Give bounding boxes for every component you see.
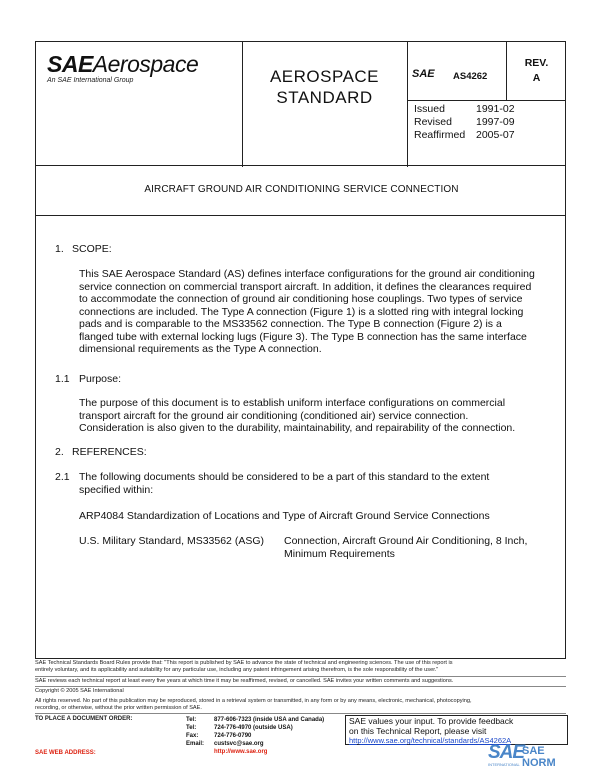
date-row-revised: Revised 1997-09 xyxy=(414,116,515,128)
contact-row: Fax: 724-776-0790 xyxy=(186,733,252,739)
web-address-link[interactable]: http://www.sae.org xyxy=(214,749,268,755)
date-row-issued: Issued 1991-02 xyxy=(414,103,515,115)
footer-review-note: SAE reviews each technical report at least every five years at which time it may be reaffirmed, revised, or cancelled. SAE invites your written comments and suggestions. xyxy=(35,678,454,684)
logo-tagline: An SAE International Group xyxy=(47,77,134,84)
footer-rule xyxy=(35,686,566,687)
section-2-heading: REFERENCES: xyxy=(72,446,147,458)
contact-list xyxy=(186,716,324,756)
revision-value: A xyxy=(532,72,541,84)
reference-ms33562-source: U.S. Military Standard, MS33562 (ASG) xyxy=(79,535,264,547)
revision-label: REV. xyxy=(524,57,549,69)
section-1-heading: SCOPE: xyxy=(72,243,112,255)
sae-aerospace-logo: SAEAerospace xyxy=(47,51,199,77)
references-intro: The following documents should be considered to be a part of this standard to the extent specified within: xyxy=(79,471,490,496)
contact-row: Email: custsvc@sae.org xyxy=(186,741,264,747)
contact-row: Tel: 877-606-7323 (inside USA and Canada) xyxy=(186,717,325,723)
footer-rule xyxy=(35,676,566,677)
header-divider xyxy=(407,42,408,167)
header-divider xyxy=(506,42,507,100)
footer-rule xyxy=(35,713,566,714)
document-header xyxy=(35,41,566,166)
document-title: AIRCRAFT GROUND AIR CONDITIONING SERVICE CONNECTION xyxy=(144,184,459,195)
footer-rule xyxy=(35,658,566,659)
date-row-reaffirmed: Reaffirmed 2005-07 xyxy=(414,129,515,141)
section-2-1-number: 2.1 xyxy=(55,471,70,483)
sae-small-logo: SAE xyxy=(412,68,435,80)
reference-ms33562-title: Connection, Aircraft Ground Air Conditioning, 8 Inch, Minimum Requirements xyxy=(284,535,528,560)
web-address-label: SAE WEB ADDRESS: xyxy=(35,750,96,756)
reference-arp4084: ARP4084 Standardization of Locations and Type of Aircraft Ground Service Connections xyxy=(79,510,490,522)
watermark-subtext: INTERNATIONAL xyxy=(488,762,520,767)
document-number: AS4262 xyxy=(453,71,488,82)
date-table xyxy=(414,103,515,142)
contact-row: Tel: 724-776-4970 (outside USA) xyxy=(186,725,293,731)
feedback-link[interactable]: http://www.sae.org/technical/standards/AS4262A xyxy=(349,736,512,745)
title-box xyxy=(35,166,566,216)
order-label: TO PLACE A DOCUMENT ORDER: xyxy=(35,716,133,722)
sae-norm-watermark xyxy=(488,742,568,768)
watermark-logo: SAE xyxy=(488,742,525,763)
scope-paragraph: This SAE Aerospace Standard (AS) defines interface configurations for the ground air conditioning service connection on commercial transport aircraft. In addition, it defines the clearances required to accommodate the connection of ground air conditioning hose couplings. Two types of service connections are included. The Type A connection (Figure 1) is a slotted ring with integral locking pads and is comparable to the MS33562 connection. The Type B connection (Figure 2) is a flanged tube with external locking lugs (Figure 3). The Type B connection has the same interface dimensional requirements as the Type A connection. xyxy=(79,268,535,355)
section-1-number: 1. xyxy=(55,243,64,255)
footer-disclaimer: SAE Technical Standards Board Rules provide that: "This report is published by SAE to advance the state of technical and engineering sciences. The use of this report is entirely voluntary, and its applicability and suitability for any particular use, including any patent infringement arising therefrom, is the sole responsibility of the user." xyxy=(35,660,453,673)
header-divider xyxy=(407,100,566,101)
section-2-number: 2. xyxy=(55,446,64,458)
document-type: AEROSPACE STANDARD xyxy=(269,67,380,107)
section-1-1-number: 1.1 xyxy=(55,373,70,385)
purpose-paragraph: The purpose of this document is to establish uniform interface configurations on commercial transport aircraft for the ground air conditioning (conditioned air) service connection. Consideration is also given to the durability, maintainability, and repairability of the connection. xyxy=(79,397,516,434)
section-1-1-heading: Purpose: xyxy=(79,373,122,385)
footer-rights: All rights reserved. No part of this publication may be reproduced, stored in a retrieval system or transmitted, in any form or by any means, electronic, mechanical, photocopying, recording, or otherwise, without the prior written permission of SAE. xyxy=(35,698,472,711)
watermark-text: SAE NORM xyxy=(522,745,556,769)
feedback-box: SAE values your input. To provide feedback on this Technical Report, please visit http://www.sae.org/technical/standards/AS4262A xyxy=(345,715,568,745)
footer-copyright: Copyright © 2005 SAE International xyxy=(35,688,124,694)
email-link[interactable]: custsvc@sae.org xyxy=(214,741,264,747)
